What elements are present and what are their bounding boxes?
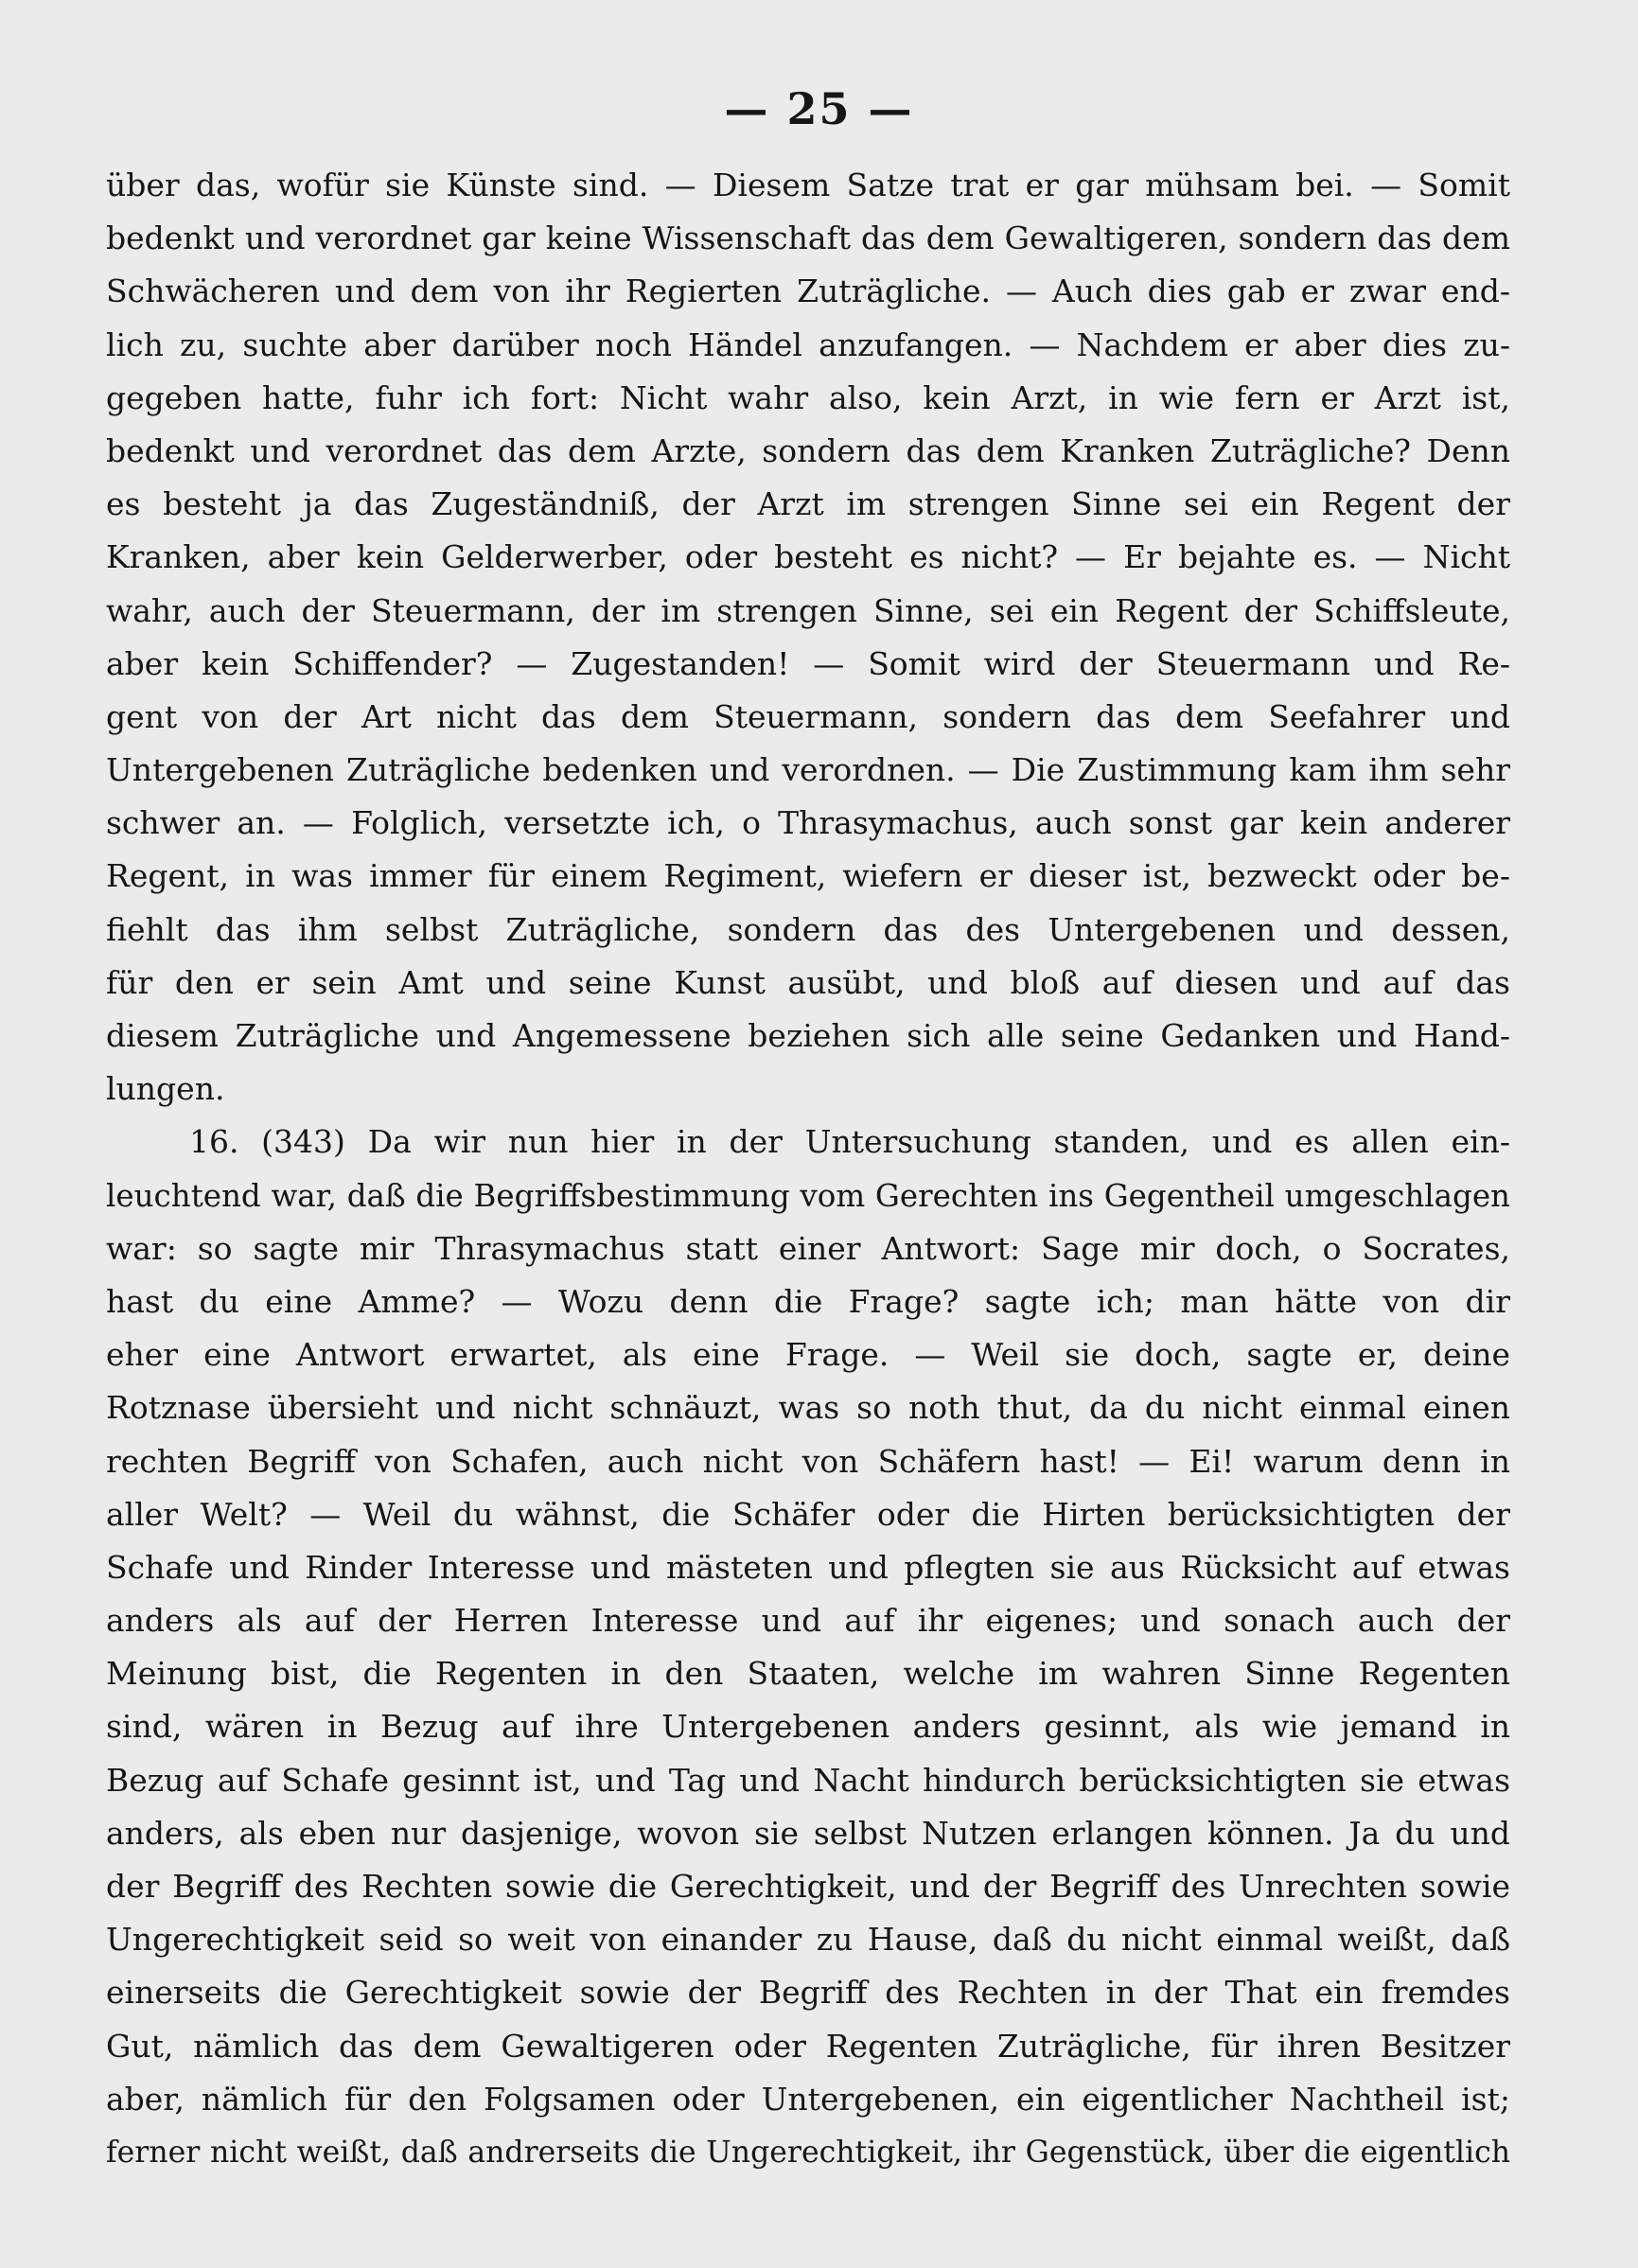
text-line: war: so sagte mir Thrasymachus statt einer Antwort: Sage mir doch, o Socrates, [106,1229,1510,1267]
text-line: diesem Zuträgliche und Angemessene beziehen sich alle seine Gedanken und Hand- [106,1017,1510,1054]
text-line: es besteht ja das Zugeständniß, der Arzt im strengen Sinne sei ein Regent der [106,485,1510,523]
page-number: — 25 — [724,83,914,134]
text-line: sind, wären in Bezug auf ihre Untergebenen anders gesinnt, als wie jemand in [106,1708,1510,1746]
text-line: Bezug auf Schafe gesinnt ist, und Tag und Nacht hindurch berücksichtigten sie etwas [106,1761,1510,1799]
text-line: Gut, nämlich das dem Gewaltigeren oder Regenten Zuträgliche, für ihren Besitzer [106,2027,1510,2065]
text-line: über das, wofür sie Künste sind. — Diesem Satze trat er gar mühsam bei. — Somit [106,167,1510,203]
text-line: Untergebenen Zuträgliche bedenken und verordnen. — Die Zustimmung kam ihm sehr [106,751,1510,789]
text-line: lich zu, suchte aber darüber noch Händel anzufangen. — Nachdem er aber dies zu- [106,325,1510,363]
text-line: hast du eine Amme? — Wozu denn die Frage? sagte ich; man hätte von dir [106,1282,1510,1320]
text-line: der Begriff des Rechten sowie die Gerechtigkeit, und der Begriff des Unrechten sowie [106,1868,1510,1905]
text-line: bedenkt und verordnet das dem Arzte, sondern das dem Kranken Zuträgliche? Denn [106,431,1510,469]
text-line: Ungerechtigkeit seid so weit von einander zu Hause, daß du nicht einmal weißt, daß [106,1921,1510,1959]
text-line: schwer an. — Folglich, versetzte ich, o Thrasymachus, auch sonst gar kein anderer [106,804,1510,842]
text-line: einerseits die Gerechtigkeit sowie der Begriff des Rechten in der That ein fremdes [106,1974,1510,2012]
text-line: aber, nämlich für den Folgsamen oder Untergebenen, ein eigentlicher Nachtheil ist; [106,2080,1510,2118]
text-line: aller Welt? — Weil du wähnst, die Schäfer oder die Hirten berücksichtigten der [106,1495,1510,1533]
body-text [106,159,1510,2179]
text-line: gent von der Art nicht das dem Steuermann, sondern das dem Seefahrer und [106,697,1510,735]
text-line: rechten Begriff von Schafen, auch nicht von Schäfern hast! — Ei! warum denn in [106,1442,1510,1480]
text-line: Rotznase übersieht und nicht schnäuzt, was so noth thut, da du nicht einmal einen [106,1389,1510,1427]
text-line: bedenkt und verordnet gar keine Wissenschaft das dem Gewaltigeren, sondern das dem [106,220,1510,257]
text-line: Regent, in was immer für einem Regiment, wiefern er dieser ist, bezweckt oder be- [106,857,1510,895]
text-line: aber kein Schiffender? — Zugestanden! — Somit wird der Steuermann und Re- [106,644,1510,682]
text-line: ferner nicht weißt, daß andrerseits die Ungerechtigkeit, ihr Gegenstück, über die eigentlich [106,2135,1510,2170]
text-line: anders als auf der Herren Interesse und auf ihr eigenes; und sonach auch der [106,1602,1510,1640]
text-line: eher eine Antwort erwartet, als eine Frage. — Weil sie doch, sagte er, deine [106,1336,1510,1374]
text-line: anders, als eben nur dasjenige, wovon sie selbst Nutzen erlangen können. Ja du und [106,1814,1510,1852]
text-line: Schafe und Rinder Interesse und mästeten und pflegten sie aus Rücksicht auf etwas [106,1548,1510,1586]
text-line: leuchtend war, daß die Begriffsbestimmung vom Gerechten ins Gegentheil umgeschlagen [106,1177,1510,1214]
text-line: für den er sein Amt und seine Kunst ausübt, und bloß auf diesen und auf das [106,963,1510,1001]
text-line: Kranken, aber kein Gelderwerber, oder besteht es nicht? — Er bejahte es. — Nicht [106,538,1510,576]
text-line: gegeben hatte, fuhr ich fort: Nicht wahr also, kein Arzt, in wie fern er Arzt ist, [106,378,1510,416]
text-line: Meinung bist, die Regenten in den Staaten, welche im wahren Sinne Regenten [106,1655,1510,1693]
text-line: fiehlt das ihm selbst Zuträgliche, sondern das des Untergebenen und dessen, [106,910,1510,948]
text-line: wahr, auch der Steuermann, der im strengen Sinne, sei ein Regent der Schiffsleute, [106,591,1510,629]
text-line: Schwächeren und dem von ihr Regierten Zuträgliche. — Auch dies gab er zwar end- [106,273,1510,310]
paragraph-start-line: 16. (343) Da wir nun hier in der Untersuchung standen, und es allen ein- [189,1123,1510,1161]
text-line: lungen. [106,1070,225,1108]
